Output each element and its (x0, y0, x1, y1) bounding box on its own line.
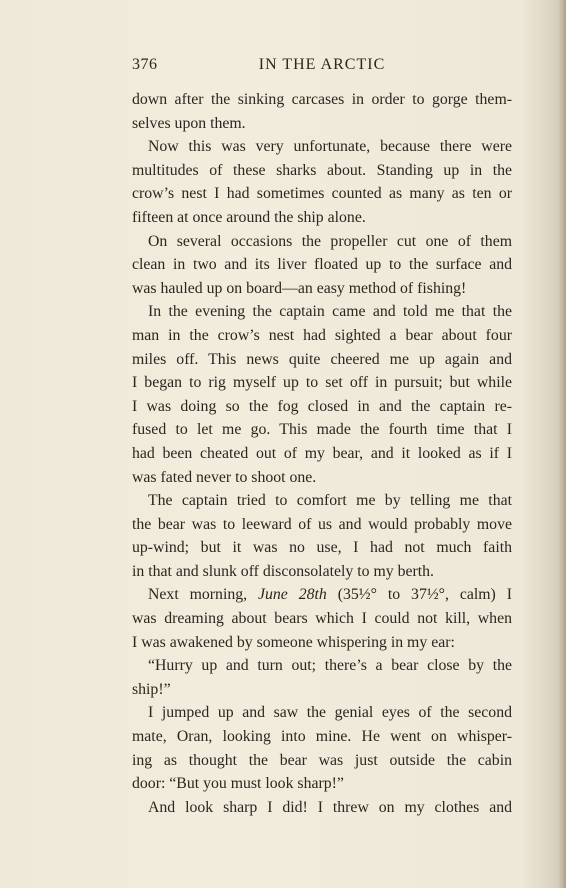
text-line: door: “But you must look sharp!” (132, 775, 344, 793)
text-line-date: Next morning, June 28th (35½° to 37½°, calm) I (148, 586, 512, 604)
running-head: IN THE ARCTIC (258, 56, 386, 73)
text-line: man in the crow’s nest had sighted a bear about four (132, 326, 512, 344)
text-line: And look sharp I did! I threw on my clothes and (148, 798, 512, 816)
text-line: mate, Oran, looking into mine. He went on whisper- (132, 728, 512, 746)
text-line: down after the sinking carcases in order to gorge them- (132, 91, 512, 108)
text-line: fifteen at once around the ship alone. (132, 208, 366, 226)
page-edge (558, 0, 566, 888)
text-line: was dreaming about bears which I could not kill, when (132, 610, 512, 628)
text-line: miles off. This news quite cheered me up again and (132, 350, 512, 368)
text-line: up-wind; but it was no use, I had not much faith (132, 539, 512, 557)
text-line: multitudes of these sharks about. Standing up in the (132, 161, 512, 179)
text-line: ing as thought the bear was just outside the cabin (132, 751, 512, 769)
text-line: I was awakened by someone whispering in my ear: (132, 633, 455, 651)
text-line: On several occasions the propeller cut one of them (148, 232, 512, 250)
text-line: was fated never to shoot one. (132, 468, 317, 486)
date-italic: June 28th (258, 586, 327, 604)
text-line: I was doing so the fog closed in and the captain re- (132, 397, 512, 415)
text-line: crow’s nest I had sometimes counted as many as ten or (132, 185, 512, 203)
text-line: in that and slunk off disconsolately to my berth. (132, 562, 434, 580)
text-line: was hauled up on board—an easy method of fishing! (132, 279, 467, 297)
page-number: 376 (132, 56, 158, 73)
text-line: selves upon them. (132, 114, 246, 132)
text-line: I jumped up and saw the genial eyes of the second (148, 704, 512, 722)
text-line: had been cheated out of my bear, and it looked as if I (132, 444, 512, 462)
text-line: In the evening the captain came and told me that the (148, 303, 512, 321)
text-line: clean in two and its liver floated up to the surface and (132, 256, 512, 274)
text-line: ship!” (132, 680, 171, 698)
text-line: Now this was very unfortunate, because there were (148, 138, 512, 156)
page-header (132, 56, 512, 80)
text-line: I began to rig myself up to set off in pursuit; but while (132, 374, 512, 392)
body-text (132, 88, 512, 819)
text-line: fused to let me go. This made the fourth time that I (132, 421, 512, 439)
text-line: the bear was to leeward of us and would probably move (132, 515, 512, 533)
text-line: “Hurry up and turn out; there’s a bear close by the (148, 657, 512, 675)
text-line: The captain tried to comfort me by telling me that (148, 492, 512, 510)
